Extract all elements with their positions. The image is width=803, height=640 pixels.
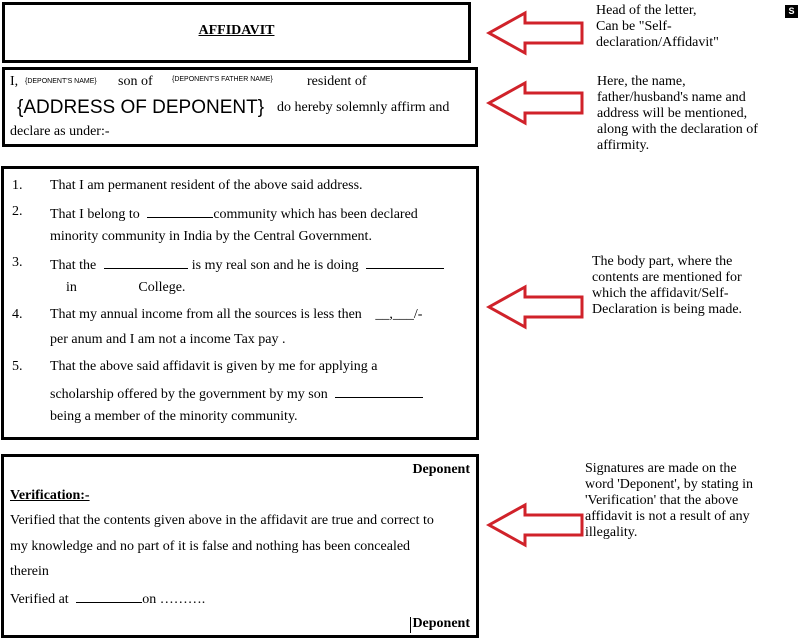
annotation-line: Can be "Self-: [596, 19, 672, 34]
annotation-line: illegality.: [585, 525, 638, 540]
item-number: 4.: [12, 307, 23, 322]
item-text: [50, 255, 474, 274]
annotation-line: Signatures are made on the: [585, 461, 737, 476]
annotation-line: affidavit is not a result of any: [585, 509, 750, 524]
item-text-part: community which has been declared: [213, 207, 418, 222]
annotation-line: Head of the letter,: [596, 3, 697, 18]
item-number: 5.: [12, 359, 23, 374]
affidavit-title: AFFIDAVIT: [198, 23, 275, 38]
verification-box: [1, 454, 479, 638]
arrow-left-icon: [486, 284, 586, 330]
annotation-line: along with the declaration of: [597, 122, 758, 137]
annotation-line: father/husband's name and: [597, 90, 746, 105]
item-text-part: That my annual income from all the sources is less then: [50, 307, 362, 322]
item-text: [50, 307, 474, 323]
item-text-part: is my real son and he is doing: [191, 258, 359, 273]
intro-i: I,: [10, 74, 19, 89]
verified-on-label: on ……….: [142, 592, 206, 607]
item-text-part: That I belong to: [50, 207, 140, 222]
item-number: 3.: [12, 255, 23, 270]
item-number: 1.: [12, 178, 23, 193]
annotation-line: contents are mentioned for: [592, 270, 742, 285]
intro-resident-of: resident of: [307, 74, 367, 89]
item-text-line2: [50, 384, 474, 403]
annotation-line: Declaration is being made.: [592, 302, 743, 317]
item-text-part: College.: [138, 280, 186, 295]
item-text-line2: per anum and I am not a income Tax pay .: [50, 332, 286, 347]
annotation-line: Here, the name,: [597, 74, 686, 89]
item-text-part: scholarship offered by the government by my son: [50, 387, 328, 402]
annotation-line: which the affidavit/Self-: [592, 286, 729, 301]
intro-box: [2, 67, 478, 147]
annotation-verification: [585, 461, 797, 541]
annotation-line: 'Verification' that the above: [585, 493, 739, 508]
verification-line-3: therein: [10, 564, 49, 579]
deponent-name-placeholder: {DEPONENT'S NAME}: [25, 78, 97, 85]
body-box: [1, 166, 479, 440]
annotation-line: declaration/Affidavit": [596, 35, 719, 50]
verified-at-line: [10, 589, 205, 608]
son-blank: [335, 384, 423, 398]
item-text-line3: being a member of the minority community.: [50, 409, 298, 424]
item-text-line2: minority community in India by the Central Government.: [50, 229, 372, 244]
item-text-part: That the: [50, 258, 97, 273]
intro-declare: declare as under:-: [10, 124, 110, 139]
annotation-intro: [597, 74, 797, 154]
verified-at-label: Verified at: [10, 592, 69, 607]
annotation-body: [592, 254, 797, 318]
arrow-left-icon: [486, 10, 586, 56]
deponent-top-label: Deponent: [412, 462, 470, 477]
annotation-line: address will be mentioned,: [597, 106, 748, 121]
intro-son-of: son of: [118, 74, 153, 89]
annotation-line: word 'Deponent', by stating in: [585, 477, 753, 492]
item-number: 2.: [12, 204, 23, 219]
verification-line-2: my knowledge and no part of it is false and nothing has been concealed: [10, 539, 411, 554]
address-placeholder: {ADDRESS OF DEPONENT}: [17, 97, 265, 118]
son-name-blank: [104, 255, 188, 269]
arrow-left-icon: [486, 80, 586, 126]
verification-line-1: Verified that the contents given above in the affidavit are true and correct to: [10, 513, 434, 528]
father-name-placeholder: {DEPONENT'S FATHER NAME}: [172, 76, 273, 83]
item-text: That I am permanent resident of the above said address.: [50, 178, 363, 193]
income-blank: __,___/-: [375, 307, 423, 322]
affidavit-head-box: [2, 2, 471, 63]
item-text-line2: [50, 280, 474, 296]
item-text-part: in: [66, 280, 77, 295]
annotation-head: [596, 3, 776, 51]
verification-heading: Verification:-: [10, 488, 90, 503]
text-cursor: [410, 617, 411, 633]
annotation-line: affirmity.: [597, 138, 650, 153]
corner-badge-icon: [785, 5, 798, 18]
arrow-left-icon: [486, 502, 586, 548]
item-text: That the above said affidavit is given by me for applying a: [50, 359, 378, 374]
annotation-line: The body part, where the: [592, 254, 733, 269]
intro-affirm: do hereby solemnly affirm and: [277, 100, 450, 115]
place-blank: [76, 589, 142, 603]
corner-badge-letter: S: [788, 6, 795, 16]
deponent-bottom-label: Deponent: [412, 616, 470, 631]
community-blank: [147, 204, 213, 218]
course-blank: [366, 255, 444, 269]
item-text: [50, 204, 474, 223]
